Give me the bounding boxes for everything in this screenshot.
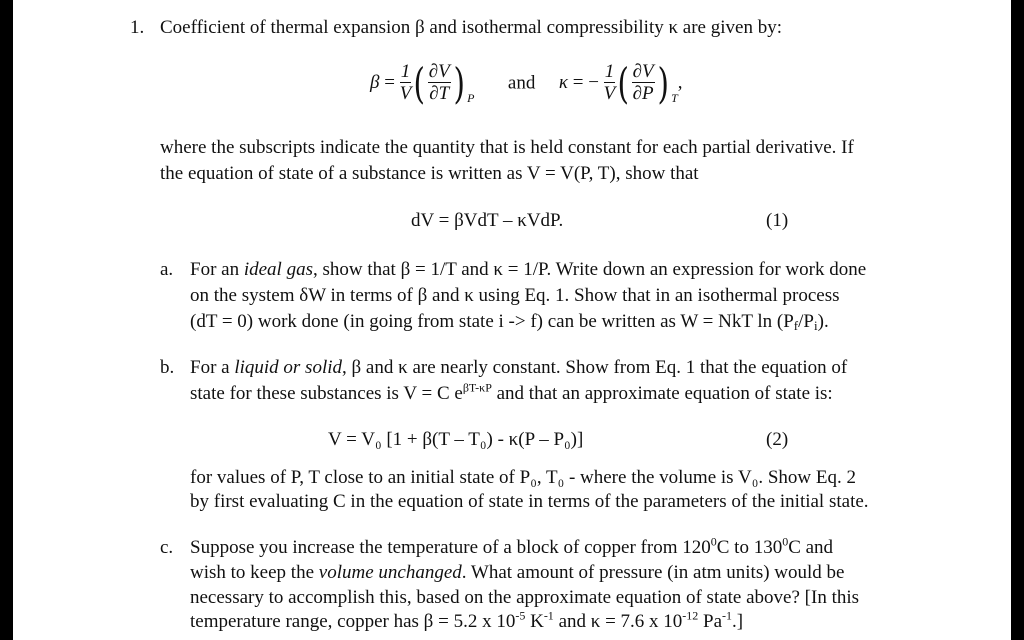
partial-dv-dt [428, 62, 451, 105]
part-c-line-2: wish to keep the volume unchanged. What amount of pressure (in atm units) would be [190, 562, 845, 583]
numerator: ∂V [428, 61, 450, 82]
part-b-line-3: for values of P, T close to an initial state of P₀, T₀ - where the volume is V₀. Show Eq. 2 [190, 467, 856, 488]
part-c-line-4: temperature range, copper has β = 5.2 x $10^{-5}$ $K^{-1}$ and κ = 7.6 x $10^{-12}$ $Pa^{-1}$.] [190, 608, 744, 632]
numerator: ∂V [632, 61, 654, 82]
denominator: V [399, 83, 412, 104]
part-a-label: a. [160, 259, 174, 280]
right-border [1011, 0, 1024, 640]
fraction-1-over-V [400, 62, 412, 105]
equation-2: V = V₀ [1 + β(T – T₀) - κ(P – P₀)] [328, 429, 584, 450]
equation-1: dV = βVdT – κVdP. [411, 210, 564, 231]
beta-symbol: β [370, 71, 380, 93]
part-b-label: b. [160, 357, 175, 378]
text-line: the equation of state of a substance is written as V = V(P, T), show that [160, 163, 699, 184]
equation-1-label: (1) [766, 210, 789, 231]
part-a-line-3: (dT = 0) work done (in going from state i -> f) can be written as W = NkT ln (Pf/Pi). [190, 311, 829, 333]
problem-intro: Coefficient of thermal expansion β and isothermal compressibility κ are given by: [160, 17, 782, 38]
part-c-line-3: necessary to accomplish this, based on the approximate equation of state above? [In this [190, 587, 860, 608]
left-border [0, 0, 13, 640]
kappa-symbol: κ [558, 71, 568, 93]
minus-sign: − [588, 71, 599, 93]
part-a-line-1: For an ideal gas, show that β = 1/T and κ = 1/P. Write down an expression for work done [190, 259, 867, 280]
part-b-line-4: by first evaluating C in the equation of state in terms of the parameters of the initial state. [190, 491, 869, 512]
text-line: where the subscripts indicate the quantity that is held constant for each partial derivative. If [160, 137, 854, 158]
denominator: V [603, 83, 616, 104]
part-a-line-2: on the system δW in terms of β and κ using Eq. 1. Show that in an isothermal process [190, 285, 840, 306]
numerator: 1 [400, 61, 411, 82]
denominator: ∂T [429, 83, 450, 104]
partial-dv-dp [632, 62, 655, 105]
part-b-line-2: state for these substances is V = C $e^{\beta T-\kappa P}$ and that an approximate equation of state is: [190, 380, 833, 404]
comma: , [677, 71, 683, 93]
numerator: 1 [604, 61, 615, 82]
fraction-1-over-V-2 [604, 62, 616, 105]
problem-number: 1. [130, 17, 145, 38]
part-b-line-1: For a liquid or solid, β and κ are nearly constant. Show from Eq. 1 that the equation of [190, 357, 848, 378]
part-c-label: c. [160, 537, 174, 558]
denominator: ∂P [632, 83, 654, 104]
part-c-line-1: Suppose you increase the temperature of a block of copper from $120^0C$ to $130^0C$ and [190, 534, 834, 558]
equation-2-label: (2) [766, 429, 789, 450]
subscript-t: T [671, 90, 678, 105]
and-word: and [507, 72, 536, 94]
subscript-p: P [467, 90, 475, 105]
definition-equations: β = $\frac{1}{V}$ ( $\frac{\partial V}{\partial T}$ ) $_P$ and κ = − $\frac{1}{V}$ ( $\frac{\partial V}{\partial P}$ ) $_T$, [370, 58, 683, 108]
